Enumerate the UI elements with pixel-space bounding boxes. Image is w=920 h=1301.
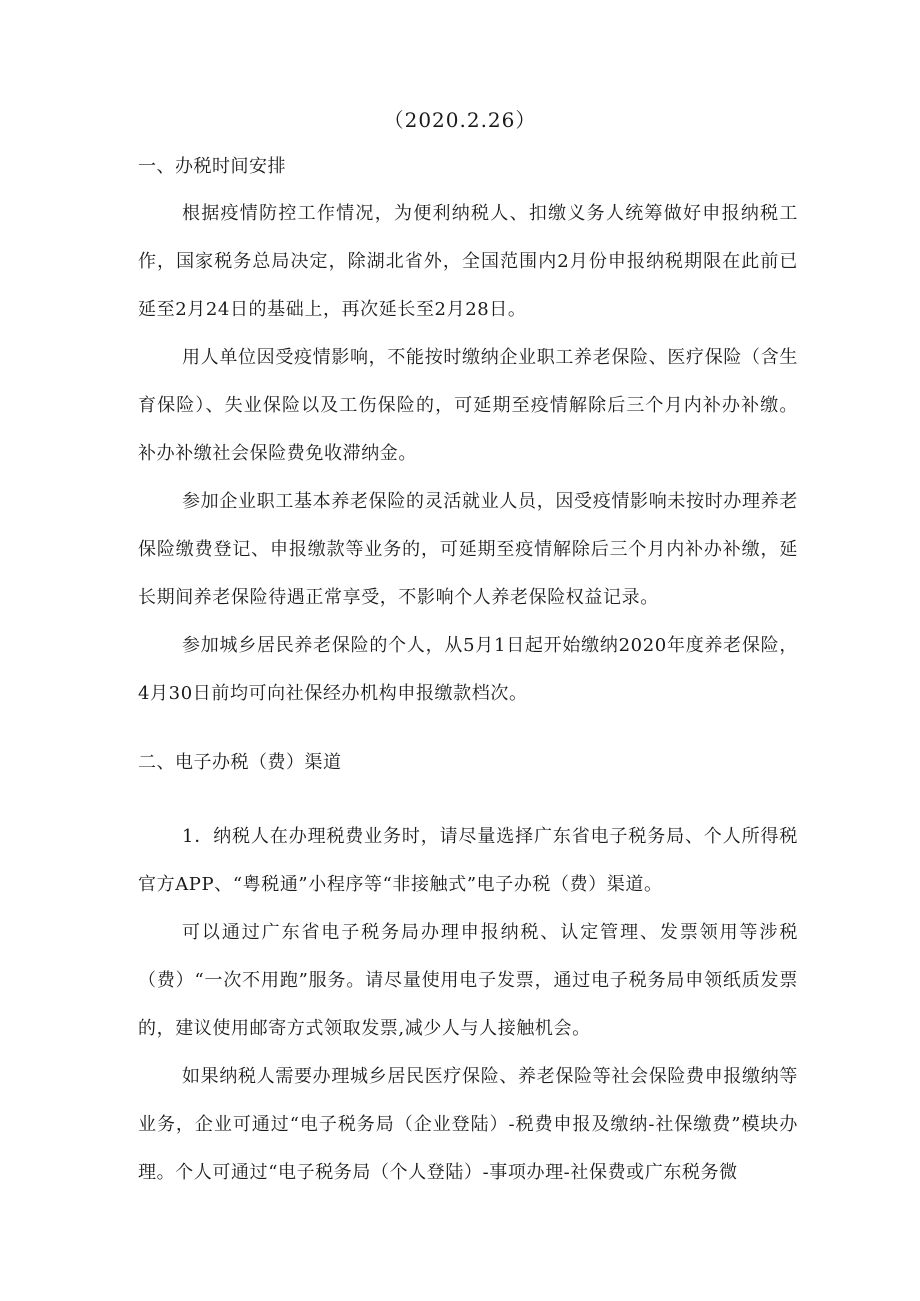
paragraph: 可以通过广东省电子税务局办理申报纳税、认定管理、发票领用等涉税（费）“一次不用跑”服务。请尽量使用电子发票，通过电子税务局申领纸质发票的，建议使用邮寄方式领取发票,减少人与人接触机会。 [138, 922, 798, 1039]
paragraph: 1．纳税人在办理税费业务时，请尽量选择广东省电子税务局、个人所得税官方APP、“粤税通”小程序等“非接触式”电子办税（费）渠道。 [138, 826, 798, 895]
paragraph: 参加企业职工基本养老保险的灵活就业人员，因受疫情影响未按时办理养老保险缴费登记、申报缴款等业务的，可延期至疫情解除后三个月内补办补缴，延长期间养老保险待遇正常享受，不影响个人养老保险权益记录。 [138, 491, 798, 608]
paragraph: 参加城乡居民养老保险的个人，从5月1日起开始缴纳2020年度养老保险，4月30日前均可向社保经办机构申报缴款档次。 [138, 635, 798, 704]
paragraph: 根据疫情防控工作情况，为便利纳税人、扣缴义务人统筹做好申报纳税工作，国家税务总局决定，除湖北省外，全国范围内2月份申报纳税期限在此前已延至2月24日的基础上，再次延长至2月28日。 [138, 203, 798, 320]
paragraph: 用人单位因受疫情影响，不能按时缴纳企业职工养老保险、医疗保险（含生育保险）、失业保险以及工伤保险的，可延期至疫情解除后三个月内补办补缴。补办补缴社会保险费免收滞纳金。 [138, 347, 798, 464]
section-heading-schedule: 一、办税时间安排 [138, 156, 286, 177]
document-date: （2020.2.26） [383, 108, 537, 132]
paragraph: 如果纳税人需要办理城乡居民医疗保险、养老保险等社会保险费申报缴纳等业务，企业可通过“电子税务局（企业登陆）-税费申报及缴纳-社保缴费”模块办理。个人可通过“电子税务局（个人登陆）-事项办理-社保费或广东税务微 [138, 1066, 798, 1183]
section-heading-channels: 二、电子办税（费）渠道 [138, 752, 342, 773]
